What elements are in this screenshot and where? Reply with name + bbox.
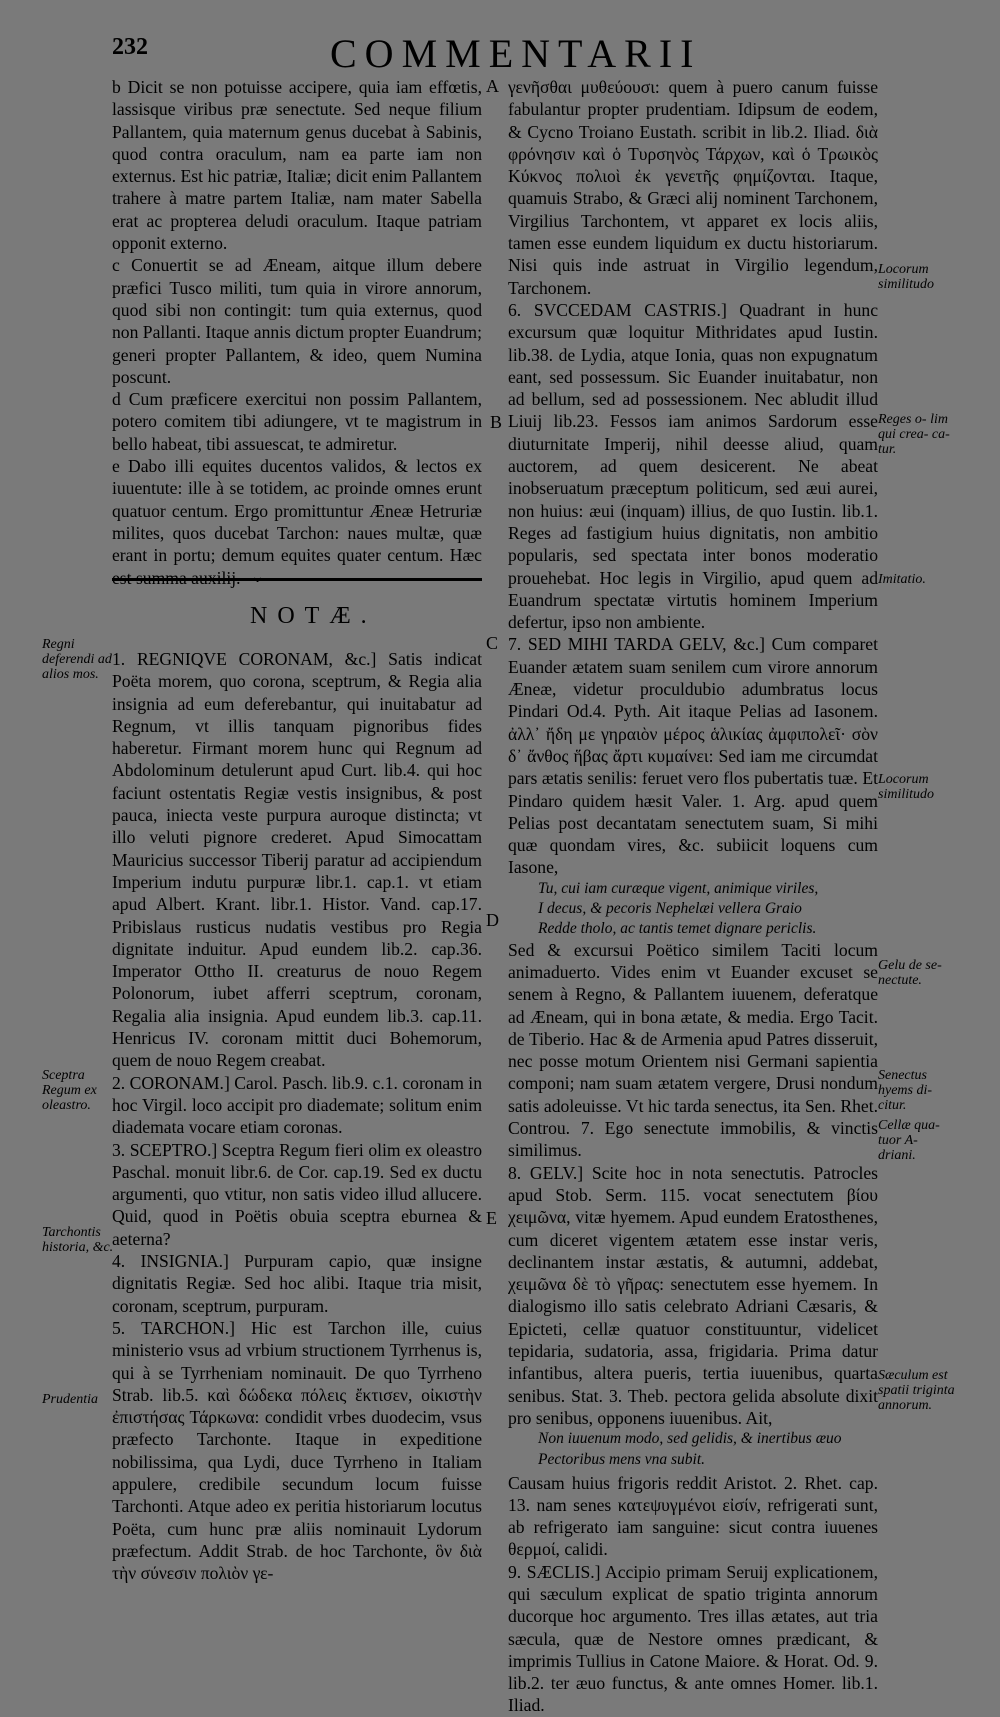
note-5-continued: γενῆσθαι μυθεύουσι: quem à puero canum fuisse fabulantur propter prudentiam. Idipsum de eodem, & Cycno Troiano Eustath. scribit in lib.2. Iliad. διὰ φρόνησιν καὶ ὁ Τυρσηνὸς Τάρχων, καὶ ὁ Τρωικὸς Κύκνος πολιοὶ ἐκ γενετῆς φημίζονται. Itaque, quamuis Strabo, & Græci alij nominent Tarchonem, Virgilius Tarchontem, vt apparet ex locis aliis, tamen esse eundem liquidum ex ductu historiarum. Nisi quis inde astruat in Virgilio legendum, Tarchonem.: [508, 77, 878, 298]
side-note-regni: Regni deferendi ad alios mos.: [42, 637, 112, 682]
commentary-b: b Dicit se non potuisse accipere, quia iam effœtis, lassisque viribus præ senectute. Sed neque filium Pallantem, quia maternum genus ducebat à Sabinis, quod contra oraculum, nam ea parte iam non externus. Est hic patriæ, Italiæ; dicit enim Pallantem trahere à matre partem Italiæ, nam mater Sabella erat ac propterea deludi oraculum. Itaque patriam opponit externo.: [112, 77, 482, 254]
side-note-prudentia: Prudentia: [42, 1392, 98, 1407]
margin-letter-d: D: [486, 910, 499, 930]
note-1: 1. REGNIQVE CORONAM, &c.] Satis indicat Poëta morem, quo corona, sceptrum, & Regia alia insignia ad eum deferebantur, qui inuitabatur ad Regnum, vt illis tanquam pignoribus fides haberetur. Firmant morem hunc qui Regnum ad Abdolominum detulerunt apud Curt. lib.4. qui hoc faciunt ostentatis Regiæ vestis insignibus, & post pauca, iniecta veste purpura auroque distincta; vt illo veluti pignore crederet. Apud Simocattam Mauricius successor Tiberij paratur ad accipiendum Imperium indutu purpuræ libr.1. cap.1. vt etiam apud Albert. Krant. libr.1. Histor. Vand. cap.17. Pribislaus rusticus nudatis vestibus pro Regia dignitate induitur. Apud eundem lib.2. cap.36. Imperator Ottho II. creaturus de nouo Regem Polonorum, iubet afferri sceptrum, coronam, Regalia alia insignia. Apud eundem lib.3. cap.11. Henricus IV. coronam mittit duci Bohemorum, quem de nouo Regem creabat.: [112, 649, 482, 1071]
side-note-tarchon: Tarchontis historia, &c.: [42, 1225, 114, 1255]
commentary-e: e Dabo illi equites ducentos validos, & lectos ex iuuentute: ille à se totidem, ac proinde omnes erunt quatuor centum. Ergo promittuntur Æneæ Hetruriæ milites, quos ducebat Tarchon: naues multæ, quæ erant in portu; demum equites quater centum. Hæc: [112, 456, 482, 566]
note-6: 6. SVCCEDAM CASTRIS.] Quadrant in hunc excursum quæ loquitur Mithridates apud Iustin. lib.38. de Lydia, atque Ionia, quas non expugnatum eant, sed possessum. Sic Euander inuitabatur, non ad bellum, sed ad possessionem. Nec abludit illud Liuij lib.23. Fessos iam animos Sardorum esse diuturnitate Imperij, nihil deesse aliud, quam auctorem, ad quem desicerent. Ne abeat inobseruatum præceptum politicum, sed æui aurei, non huius: æui (inquam) illius, de quo Iustin. lib.1. Reges ad fastigium huius dignitatis, non ambitio popularis, sed spectata inter bonos moderatio prouehebat. Hoc legis in Virgilio, apud quem ad Euandrum spectatæ virtutis hominem Imperium defertur, ipso non ambiente.: [508, 299, 878, 633]
margin-letter-e: E: [486, 1208, 497, 1228]
side-note-reges: Reges o- lim qui crea- ca- tur.: [878, 412, 950, 457]
verse-line: Tu, cui iam curæque vigent, animique viriles,: [538, 879, 819, 897]
divider-mark: ⌄: [250, 566, 266, 586]
side-note-senectus: Senectus hyems di- citur.: [878, 1068, 933, 1113]
margin-letter-b: B: [490, 412, 503, 432]
page-number: 232: [112, 34, 148, 60]
margin-letter-a: A: [486, 76, 499, 96]
note-7-continued: Sed & excursui Poëtico similem Taciti locum animaduerto. Vides enim vt Euander excuset se senem à Regno, & Pallantem iuuenem, deferatque ad Æneam, qui in bona ætate, & media. Ergo Tacit. de Tiberio. Hac & de Armenia apud Patres disseruit, nec posse motum Orientem nisi Germani sapientia componi; nam suam ætatem vergere, Drusi nondum satis adoleuisse. Vt hic tarda senectus, ita Sen. Rhet. Controu. 7. Ego senectute immobilis, & vinctis similimus.: [508, 939, 878, 1161]
side-note-gelu: Gelu de se- nectute.: [878, 958, 942, 988]
commentary-d: d Cum præficere exercitui non possim Pallantem, potero comitem tibi adiungere, vt te magistrum in bello habeat, tibi assuescat, te admiretur.: [112, 389, 482, 454]
note-4: 4. INSIGNIA.] Purpuram capio, quæ insigne dignitatis Regiæ. Sed hoc alibi. Itaque tria misit, coronam, sceptrum, purpuram.: [112, 1251, 482, 1316]
side-note-sceptra: Sceptra Regum ex oleastro.: [42, 1068, 97, 1113]
note-7: 7. SED MIHI TARDA GELV, &c.] Cum comparet Euander ætatem suam senilem cum virore annorum Æneæ, videtur proculdubio adumbratus locus Pindari Od.4. Pyth. Ait itaque Pelias ad Iasonem. ἀλλ᾽ ἤδη με γηραιὸν μέρος ἁλικίας ἀμφιπολεῖ· σὸν δ᾽ ἄνθος ἥβας ἄρτι κυμαίνει: Sed iam me circumdat pars ætatis senilis: feruet vero flos pubertatis tuæ. Et Pindaro quidem hæsit Valer. 1. Arg. apud quem Pelias post decantatam senectutem suam, Si mihi quæ quondam vires, &c. subiicit loquens cum Iasone,: [508, 634, 878, 878]
note-8-continued: Causam huius frigoris reddit Aristot. 2. Rhet. cap. 13. nam senes κατεψυγμένοι εἰσίν, refrigerati sunt, ab refrigerato iam sanguine: sicut contra iuuenes θερμοί, calidi.: [508, 1472, 878, 1560]
right-column: [508, 76, 878, 1717]
notes-title: NOTÆ.: [250, 603, 377, 629]
side-note-locorum-2: Locorum similitudo: [878, 772, 935, 802]
note-5: 5. TARCHON.] Hic est Tarchon ille, cuius ministerio vsus ad vrbium structionem Tyrrhenus is, qui à se Tyrrheniam nominauit. De quo Tyrrheno Strab. lib.5. καὶ δώδεκα πόλεις ἔκτισεν, οἰκιστὴν ἐπιστήσας Τάρκωνα: condidit vrbes duodecim, vsus præfecto Tarchonte. Itaque in expeditione nobilissima, qua Lydi, duce Tyrrheno in Italiam appulere, credibile secundum locum fuisse Tarchonti. Atque adeo ex peritia historiarum locutus Poëta, cum hunc præ aliis nominauit Lydorum præfectum. Addit Strab. de hoc Tarchonte, ὃν διὰ τὴν σύνεσιν πολιὸν γε-: [112, 1317, 482, 1584]
side-note-imitatio: Imitatio.: [878, 572, 926, 587]
commentary-c: c Conuertit se ad Æneam, aitque illum debere præfici Tusco militi, tum quia in virore annorum, quod sibi non contingit: tum quia externus, quod non Pallanti. Itaque annis dictum propter Euandrum; generi propter Pallantem, & ideo, quem Numina poscunt.: [112, 255, 482, 387]
note-9: 9. SÆCLIS.] Accipio primam Seruij explicationem, qui sæculum explicat de spatio triginta annorum ducorque hoc argumento. Tres illas ætates, aut tria sæcula, quæ de Nestore omnes prædicant, & imprimis Tullius in Catone Maiore. & Horat. Od. 9. lib.2. ter æuo functus, & ante omnes Homer. lib.1. Iliad.: [508, 1561, 878, 1716]
section-divider: [112, 578, 482, 581]
side-note-cellae: Cellæ qua- tuor A- driani.: [878, 1118, 940, 1163]
left-notes-column: [112, 648, 482, 1584]
note-3: 3. SCEPTRO.] Sceptra Regum fieri olim ex oleastro Paschal. monuit libr.6. de Cor. cap.19. Sed ex ductu argumenti, quo vtitur, non satis video illud allucere. Quid, quod in Poëtis obuia sceptra eburnea & aeterna?: [112, 1139, 482, 1249]
margin-letter-c: C: [486, 633, 499, 653]
verse-line: Non iuuenum modo, sed gelidis, & inertibus æuo: [538, 1430, 842, 1448]
note-8: 8. GELV.] Scite hoc in nota senectutis. Patrocles apud Stob. Serm. 115. vocat senectutem βίου χειμῶνα, vitæ hyemem. Apud eundem Eratosthenes, cum diceret vigentem ætatem esse instar veris, declinantem instar æstatis, & autumni, addebat, χειμῶνα δὲ τὸ γῆρας: senectutem esse hyemem. In dialogismo illo satis celebrato Adriani Cæsaris, & Epicteti, cellæ quatuor constituuntur, videlicet tepidaria, sudatoria, assa, frigidaria. Prima datur infantibus, altera pueris, tertia iuuenibus, quarta senibus. Stat. 3. Theb. pectora gelida absolute dixit pro senibus, opponens iuuenibus. Ait,: [508, 1162, 878, 1428]
verse-line: I decus, & pecoris Nephelæi vellera Graio: [538, 899, 802, 917]
side-note-locorum-1: Locorum similitudo: [878, 262, 935, 292]
running-head: COMMENTARII: [330, 31, 702, 76]
verse-line: Pectoribus mens vna subit.: [538, 1451, 706, 1469]
note-2: 2. CORONAM.] Carol. Pasch. lib.9. c.1. coronam in hoc Virgil. loco accipit pro diademate; solitum enim diademata vocare etiam coronas.: [112, 1072, 482, 1138]
side-note-saeculum: Sæculum est spatii triginta annorum.: [878, 1368, 955, 1413]
verse-line: Redde tholo, ac tantis temet dignare periclis.: [538, 919, 817, 937]
left-column: [112, 76, 482, 589]
